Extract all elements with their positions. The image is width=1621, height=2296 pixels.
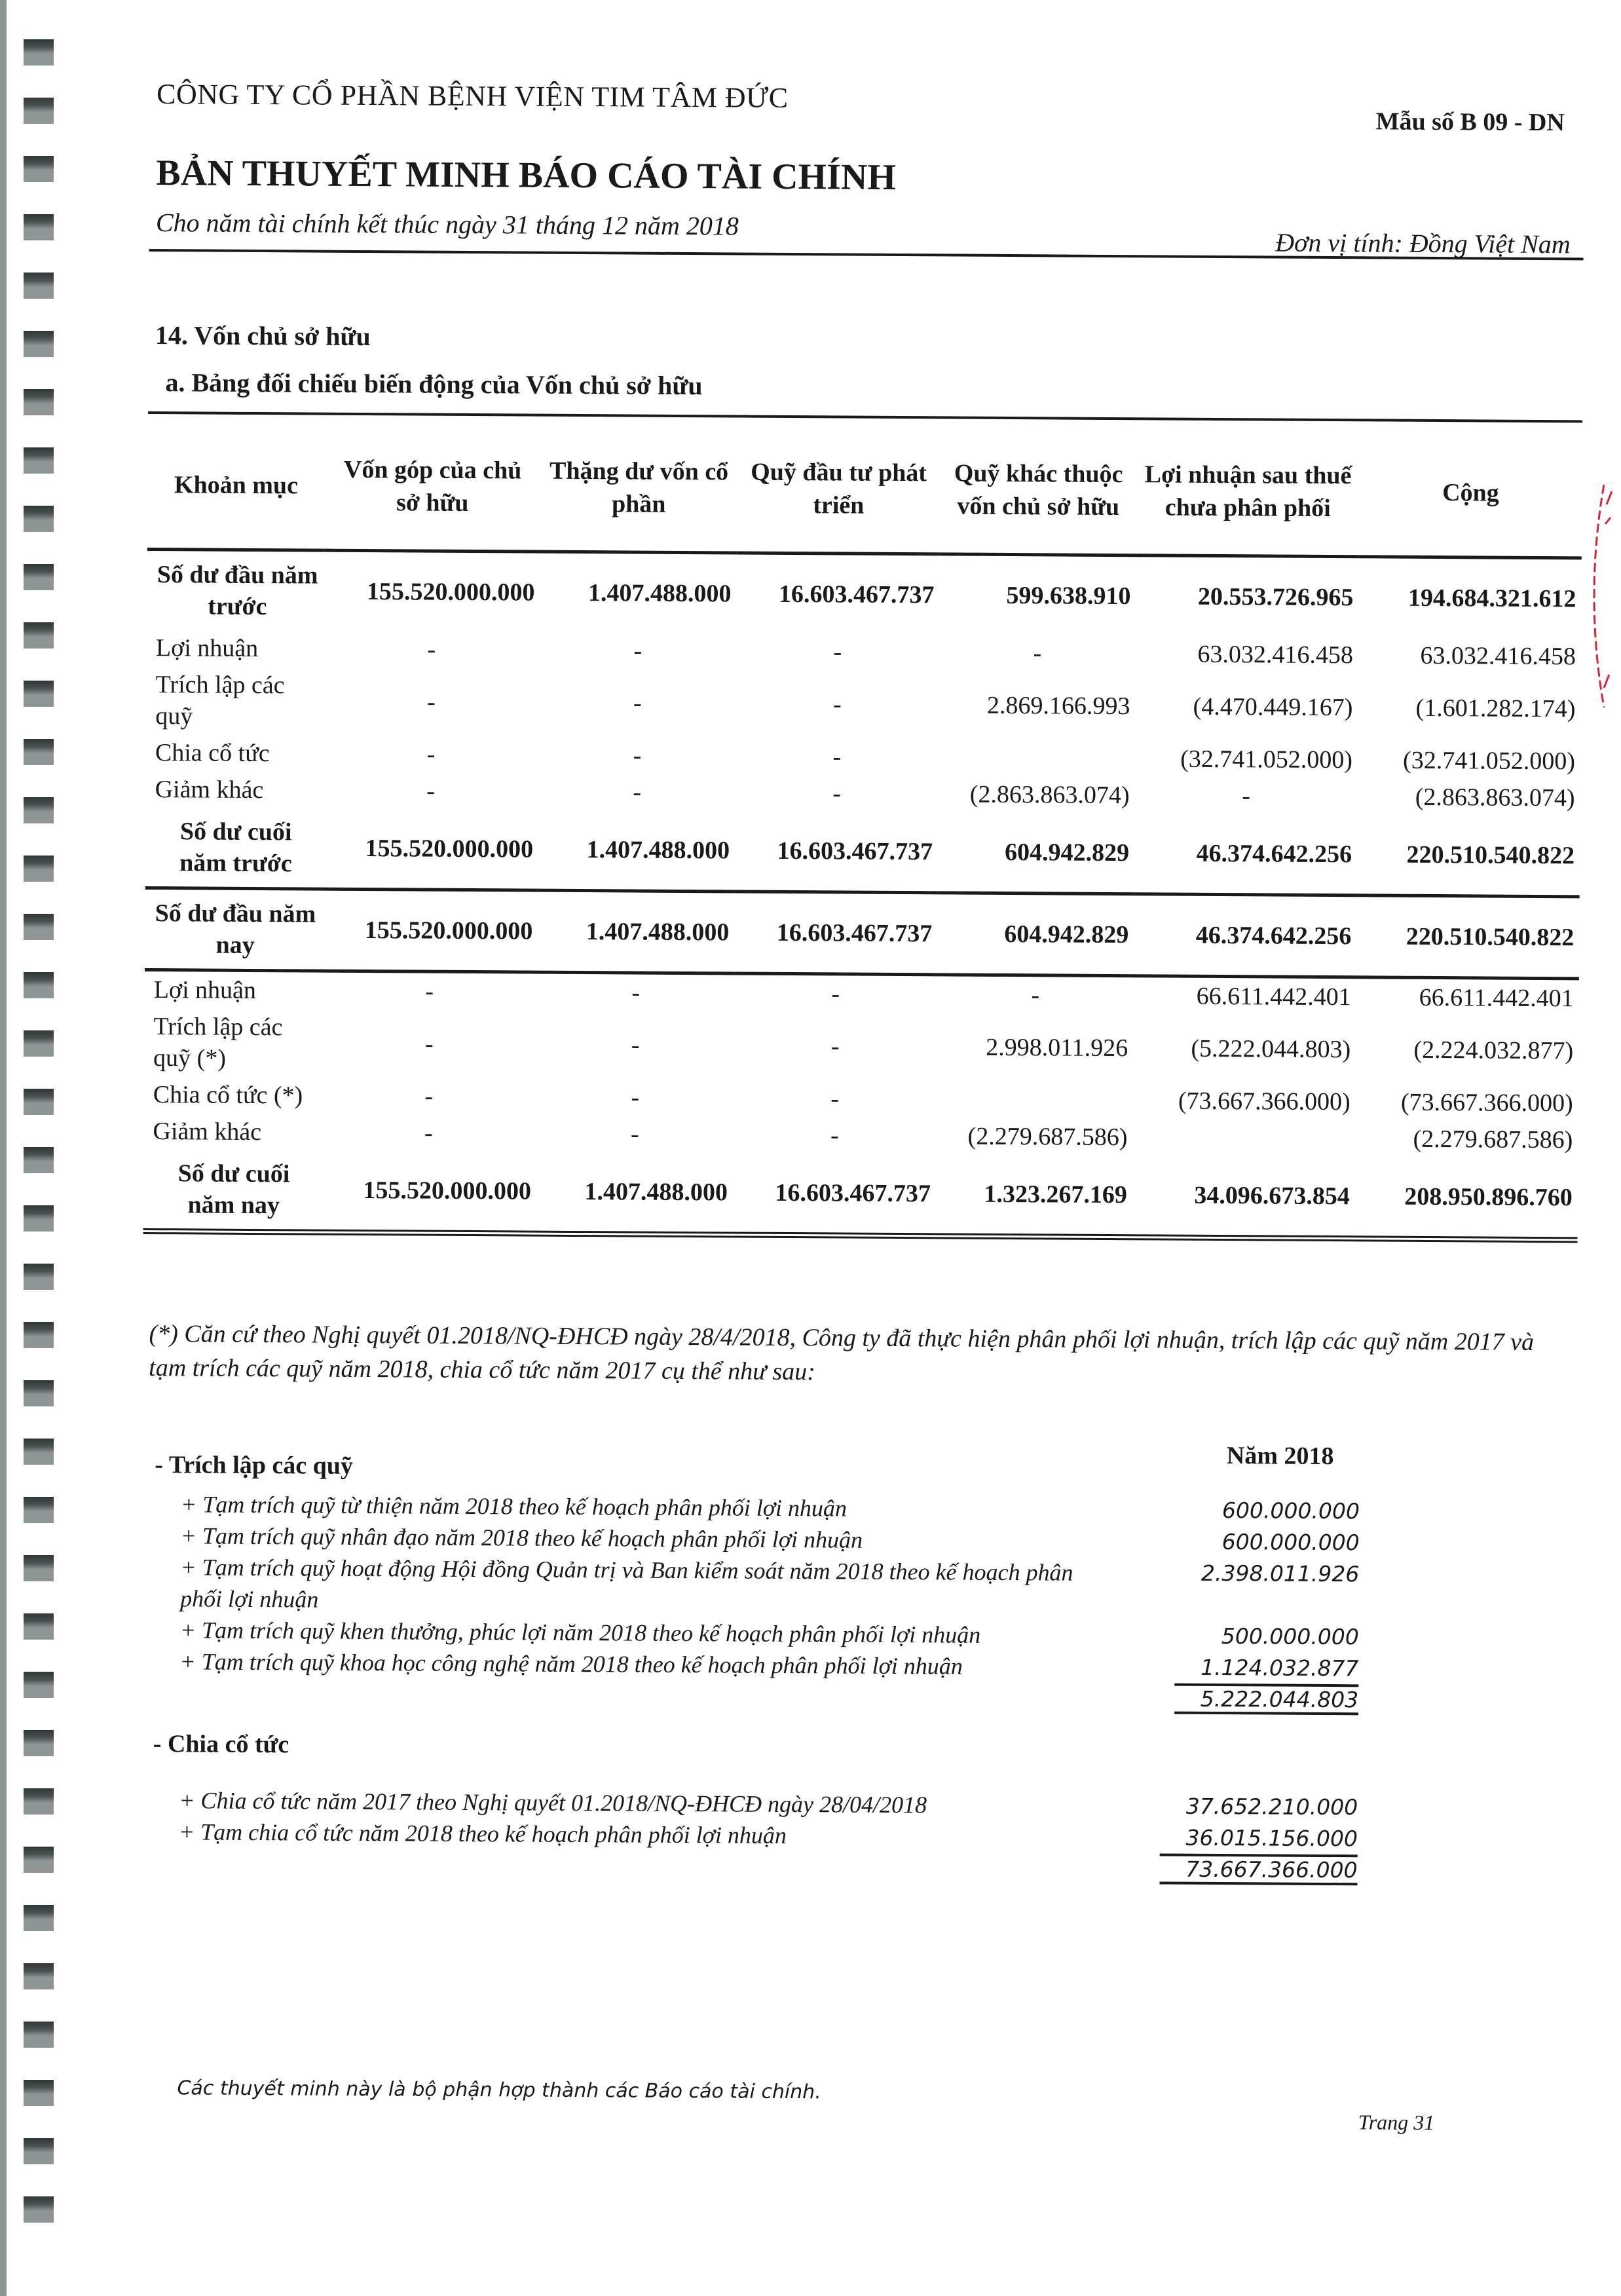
cell-value: (2.224.032.877) (1413, 1036, 1574, 1065)
binding-hole (24, 2080, 54, 2106)
detail-item-text: + Tạm chia cổ tức năm 2018 theo kế hoạch phân phối lợi nhuận (178, 1818, 787, 1849)
binding-hole (24, 1963, 54, 1989)
dividends-detail (152, 1729, 1358, 1885)
table-row (143, 1150, 1578, 1240)
binding-hole (24, 1205, 54, 1232)
binding-hole (24, 98, 54, 124)
cell-value: - (424, 1030, 434, 1058)
detail-item-amount: 1.124.032.877 (1200, 1654, 1359, 1682)
binding-hole (24, 1905, 54, 1931)
cell-value: - (633, 689, 642, 717)
funds-detail (153, 1435, 1360, 1715)
cell-value: - (1242, 782, 1251, 810)
detail-item-amount: 600.000.000 (1221, 1497, 1360, 1524)
binding-hole (24, 914, 54, 940)
binding-hole (24, 1672, 54, 1698)
detail-item-amount: 37.652.210.000 (1185, 1793, 1358, 1820)
cell-value: 16.603.467.737 (777, 837, 933, 866)
binding-hole (24, 1030, 54, 1057)
cell-value: 20.553.726.965 (1136, 555, 1359, 637)
cell-value: 604.942.829 (937, 893, 1134, 976)
cell-value: (32.741.052.000) (1180, 745, 1353, 774)
cell-value: 155.520.000.000 (365, 835, 534, 863)
cell-value: 1.407.488.000 (538, 890, 735, 973)
binding-hole (24, 972, 54, 998)
cell-value: 1.407.488.000 (536, 1152, 734, 1235)
dividends-title: - Chia cổ tức (153, 1730, 289, 1759)
row-label: Số dư cuối năm trước (179, 818, 292, 878)
binding-hole (24, 214, 54, 240)
subsection-rule (148, 411, 1582, 423)
detail-item-amount: 36.015.156.000 (1185, 1824, 1358, 1852)
currency-unit: Đơn vị tính: Đồng Việt Nam (1275, 227, 1571, 259)
column-header: Thặng dư vốn cổ phần (549, 457, 729, 518)
cell-value: 1.323.267.169 (935, 1154, 1132, 1237)
binding-hole (24, 156, 54, 182)
binding-hole (24, 1380, 54, 1406)
detail-item-text: + Chia cổ tức năm 2017 theo Nghị quyết 01.2018/NQ-ĐHCĐ ngày 28/04/2018 (179, 1787, 927, 1818)
row-label: Số dư đầu năm trước (147, 549, 324, 630)
cell-value: 604.942.829 (1004, 838, 1130, 867)
document-title: BẢN THUYẾT MINH BÁO CÁO TÀI CHÍNH (156, 153, 897, 198)
detail-item-text: + Tạm trích quỹ nhân đạo năm 2018 theo kế hoạch phân phối lợi nhuận (180, 1522, 863, 1553)
detail-item-amount: 500.000.000 (1221, 1623, 1359, 1650)
row-label: Số dư đầu năm nay (145, 888, 322, 971)
detail-item-amount: 600.000.000 (1221, 1529, 1360, 1556)
column-header: Quỹ khác thuộc vốn chủ sở hữu (954, 459, 1123, 521)
binding-hole (24, 1264, 54, 1290)
column-header: Quỹ đầu tư phát triển (751, 458, 927, 519)
binding-hole (24, 331, 54, 357)
binding-hole (24, 1613, 54, 1640)
cell-value: - (832, 743, 842, 771)
binding-hole (24, 797, 54, 823)
cell-value: (5.222.044.803) (1191, 1034, 1351, 1064)
cell-value: 155.520.000.000 (324, 550, 540, 632)
cell-value: 16.603.467.737 (734, 892, 938, 975)
binding-hole (24, 564, 54, 590)
cell-value: - (322, 971, 538, 1011)
cell-value: (2.863.863.074) (969, 780, 1130, 810)
table-row (145, 888, 1580, 978)
column-header: Khoản mục (174, 471, 299, 500)
binding-hole (24, 1089, 54, 1115)
dividends-total-value: 73.667.366.000 (1159, 1853, 1358, 1885)
year-header: Năm 2018 (1226, 1442, 1334, 1471)
cell-value: (73.667.366.000) (1400, 1088, 1573, 1118)
row-label: Trích lập các quỹ (*) (153, 1013, 283, 1072)
binding-hole (24, 273, 54, 299)
cell-value: 46.374.642.256 (1196, 839, 1352, 869)
cell-value: 46.374.642.256 (1134, 894, 1357, 977)
cell-value: (2.279.687.586) (1413, 1125, 1573, 1154)
detail-item-text: + Tạm trích quỹ hoạt động Hội đồng Quản trị và Ban kiểm soát năm 2018 theo kế hoạch phân phối lợi nhuận (179, 1554, 1073, 1613)
binding-hole (24, 2196, 54, 2223)
binding-hole (24, 1322, 54, 1348)
cell-value: - (830, 1121, 839, 1150)
equity-reconciliation-table (143, 452, 1582, 1243)
cell-value: 220.510.540.822 (1406, 840, 1575, 870)
binding-hole (24, 506, 54, 532)
funds-title: - Trích lập các quỹ (155, 1451, 354, 1480)
cell-value (939, 739, 1135, 777)
cell-value: - (538, 972, 734, 1011)
section-title: 14. Vốn chủ sở hữu (155, 320, 371, 352)
row-label: Giảm khác (155, 776, 264, 804)
cell-value: - (830, 1085, 840, 1113)
cell-value: 66.611.442.401 (1134, 976, 1356, 1016)
cell-value: 194.684.321.612 (1358, 557, 1582, 639)
cell-value: (32.741.052.000) (1403, 746, 1576, 776)
cell-value: 155.520.000.000 (320, 1151, 537, 1234)
document-page (149, 0, 1585, 2135)
cell-value: - (427, 688, 436, 716)
cell-value: 16.603.467.737 (733, 1153, 937, 1235)
cell-value: 599.638.910 (939, 554, 1136, 635)
cell-value: (2.279.687.586) (967, 1122, 1128, 1152)
column-header: Lợi nhuận sau thuế chưa phân phối (1144, 461, 1352, 523)
table-header-row (147, 452, 1582, 558)
cell-value: - (426, 777, 436, 805)
cell-value: - (830, 1032, 840, 1061)
form-number: Mẫu số B 09 - DN (1375, 107, 1565, 137)
cell-value: - (633, 637, 643, 665)
cell-value: 1.407.488.000 (586, 836, 730, 865)
page-number: Trang 31 (1358, 2110, 1435, 2135)
cell-value: - (631, 1083, 640, 1112)
cell-value: 16.603.467.737 (736, 553, 940, 634)
table-row (144, 1008, 1579, 1085)
dividends-list (153, 1784, 1358, 1854)
cell-value: - (427, 635, 436, 664)
cell-value: - (832, 690, 842, 719)
scan-binding-edge (0, 0, 7, 2296)
detail-item (154, 1551, 1360, 1621)
cell-value: (1.601.282.174) (1415, 694, 1576, 723)
cell-value: (4.470.449.167) (1193, 692, 1353, 722)
table-row (146, 666, 1581, 743)
row-label: Chia cổ tức (155, 739, 270, 768)
cell-value: 63.032.416.458 (1197, 640, 1354, 669)
binding-hole (24, 1847, 54, 1873)
binding-hole (24, 2022, 54, 2048)
cell-value: 2.869.166.993 (986, 691, 1130, 721)
cell-value: 34.096.673.854 (1132, 1156, 1355, 1239)
table-row (147, 549, 1582, 638)
funds-total-value: 5.222.044.803 (1174, 1684, 1359, 1716)
cell-value: 208.950.896.760 (1354, 1157, 1578, 1240)
company-name: CÔNG TY CỔ PHẦN BỆNH VIỆN TIM TÂM ĐỨC (156, 78, 789, 114)
detail-item-amount: 2.398.011.926 (1201, 1560, 1360, 1587)
cell-value: - (424, 1119, 433, 1147)
binding-hole (24, 1555, 54, 1581)
binding-hole (24, 1788, 54, 1815)
binding-hole (24, 1730, 54, 1756)
document-period: Cho năm tài chính kết thúc ngày 31 tháng 12 năm 2018 (155, 208, 739, 241)
binding-hole (24, 1439, 54, 1465)
cell-value (937, 1081, 1133, 1119)
row-label: Số dư cuối năm nay (143, 1150, 321, 1232)
binding-hole (24, 739, 54, 765)
column-header: Vốn góp của chủ sở hữu (343, 455, 522, 517)
detail-item-text: + Tạm trích quỹ khen thưởng, phúc lợi năm 2018 theo kế hoạch phân phối lợi nhuận (179, 1617, 981, 1648)
binding-hole (24, 2138, 54, 2164)
cell-value: 66.611.442.401 (1356, 977, 1579, 1017)
cell-value: - (734, 973, 937, 1013)
cell-value: - (424, 1082, 434, 1110)
binding-holes (24, 39, 54, 2255)
cell-value: - (1033, 639, 1042, 668)
row-label: Lợi nhuận (145, 969, 322, 1009)
cell-value: - (426, 740, 436, 768)
cell-value: - (937, 975, 1134, 1014)
cell-value: - (833, 638, 842, 666)
cell-value: (2.863.863.074) (1415, 783, 1575, 812)
binding-hole (24, 389, 54, 415)
red-seal-stamp-fragment (1578, 478, 1617, 714)
binding-hole (24, 856, 54, 882)
cell-value: 155.520.000.000 (322, 889, 538, 972)
table-body (143, 549, 1582, 1239)
cell-value: 1.407.488.000 (540, 552, 737, 633)
row-label: Giảm khác (153, 1118, 262, 1146)
binding-hole (24, 39, 54, 66)
row-label: Chia cổ tức (*) (153, 1081, 303, 1110)
column-header: Cộng (1442, 479, 1499, 507)
cell-value: - (633, 742, 642, 770)
footer-note: Các thuyết minh này là bộ phận hợp thành các Báo cáo tài chính. (177, 2077, 821, 2104)
footnote-resolution: (*) Căn cứ theo Nghị quyết 01.2018/NQ-ĐHCĐ ngày 28/4/2018, Công ty đã thực hiện phân phối lợi nhuận, trích lập các quỹ năm 2017 và tạm trích các quỹ năm 2018, chia cổ tức năm 2017 cụ thể như sau: (149, 1320, 1535, 1386)
funds-list (153, 1488, 1360, 1684)
cell-value (1132, 1119, 1355, 1157)
subsection-title: a. Bảng đối chiếu biến động của Vốn chủ sở hữu (165, 367, 703, 401)
binding-hole (24, 1497, 54, 1523)
cell-value: 2.998.011.926 (986, 1033, 1128, 1063)
row-label: Lợi nhuận (155, 634, 259, 663)
cell-value: 220.510.540.822 (1356, 895, 1580, 979)
binding-hole (24, 681, 54, 707)
row-label: Trích lập các quỹ (155, 671, 285, 730)
cell-value: - (633, 778, 642, 806)
binding-hole (24, 447, 54, 474)
cell-value: (73.667.366.000) (1178, 1087, 1351, 1116)
cell-value: - (832, 780, 842, 808)
binding-hole (24, 1147, 54, 1173)
cell-value: - (630, 1120, 639, 1148)
detail-item-text: + Tạm trích quỹ khoa học công nghệ năm 2018 theo kế hoạch phân phối lợi nhuận (179, 1648, 963, 1680)
binding-hole (24, 622, 54, 649)
cell-value: 63.032.416.458 (1420, 641, 1576, 671)
detail-item-text: + Tạm trích quỹ từ thiện năm 2018 theo kế hoạch phân phối lợi nhuận (180, 1491, 848, 1522)
cell-value: - (631, 1031, 640, 1059)
table-row (145, 808, 1580, 897)
